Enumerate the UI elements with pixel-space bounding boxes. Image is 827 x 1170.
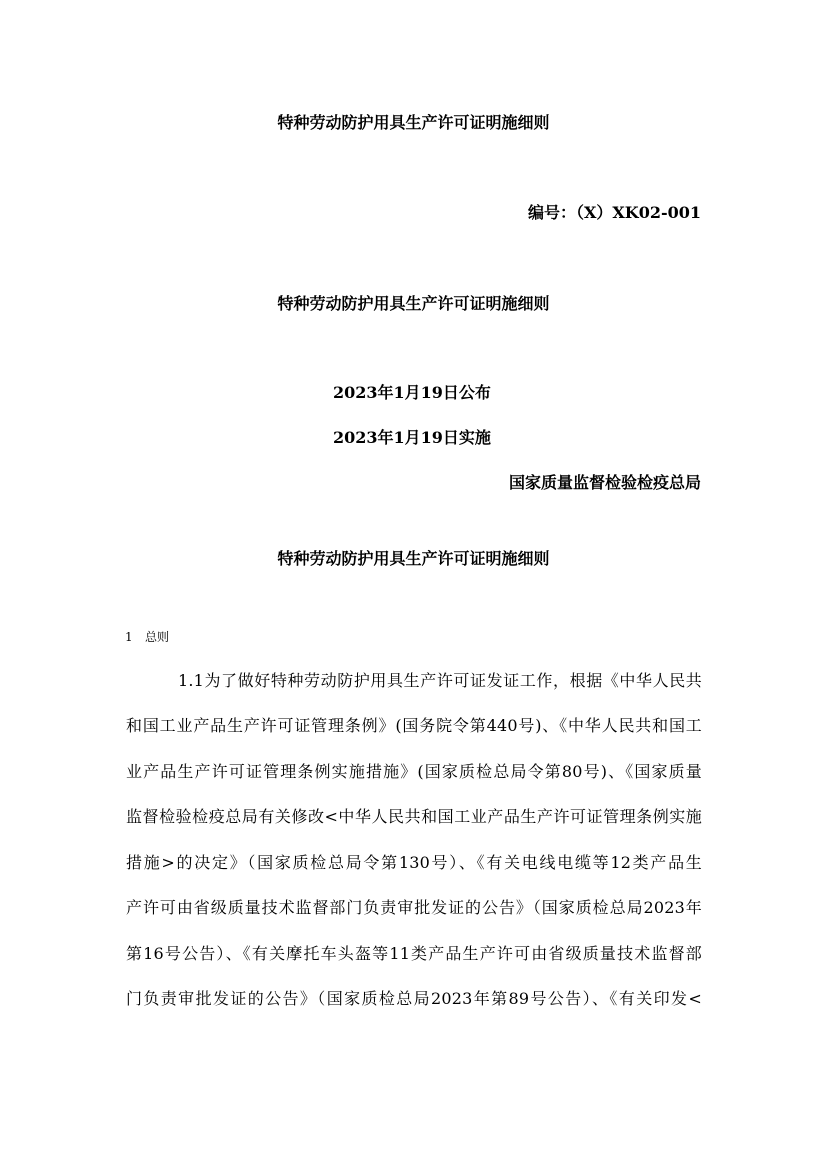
paragraph-line: 门负责审批发证的公告》（国家质检总局2023年第89号公告）、《有关印发< (126, 989, 702, 1008)
issuer: 国家质量监督检验检疫总局 (508, 473, 701, 492)
header-title: 特种劳动防护用具生产许可证明施细则 (277, 113, 550, 132)
paragraph-line: 监督检验检疫总局有关修改<中华人民共和国工业产品生产许可证管理条例实施 (126, 807, 702, 826)
section-heading (125, 631, 169, 643)
document-code: 编号：（X）XK02-001 (527, 203, 701, 222)
section-title: 总则 (145, 630, 170, 644)
paragraph-line: 第16号公告）、《有关摩托车头盔等11类产品生产许可由省级质量技术监督部 (126, 944, 702, 963)
effective-date: 2023年1月19日实施 (333, 428, 491, 447)
paragraph-line: 产许可由省级质量技术监督部门负责审批发证的公告》（国家质检总局2023年 (126, 898, 702, 917)
paragraph-line: 和国工业产品生产许可证管理条例》(国务院令第440号)、《中华人民共和国工 (126, 716, 702, 735)
section-number: 1 (125, 630, 133, 644)
publish-date: 2023年1月19日公布 (333, 383, 491, 402)
body-title: 特种劳动防护用具生产许可证明施细则 (277, 549, 550, 568)
paragraph-line: 措施>的决定》（国家质检总局令第130号）、《有关电线电缆等12类产品生 (126, 853, 702, 872)
paragraph-line: 业产品生产许可证管理条例实施措施》(国家质检总局令第80号)、《国家质量 (126, 762, 702, 781)
paragraph-line: 1.1为了做好特种劳动防护用具生产许可证发证工作，根据《中华人民共 (178, 671, 702, 690)
main-title: 特种劳动防护用具生产许可证明施细则 (277, 294, 550, 313)
